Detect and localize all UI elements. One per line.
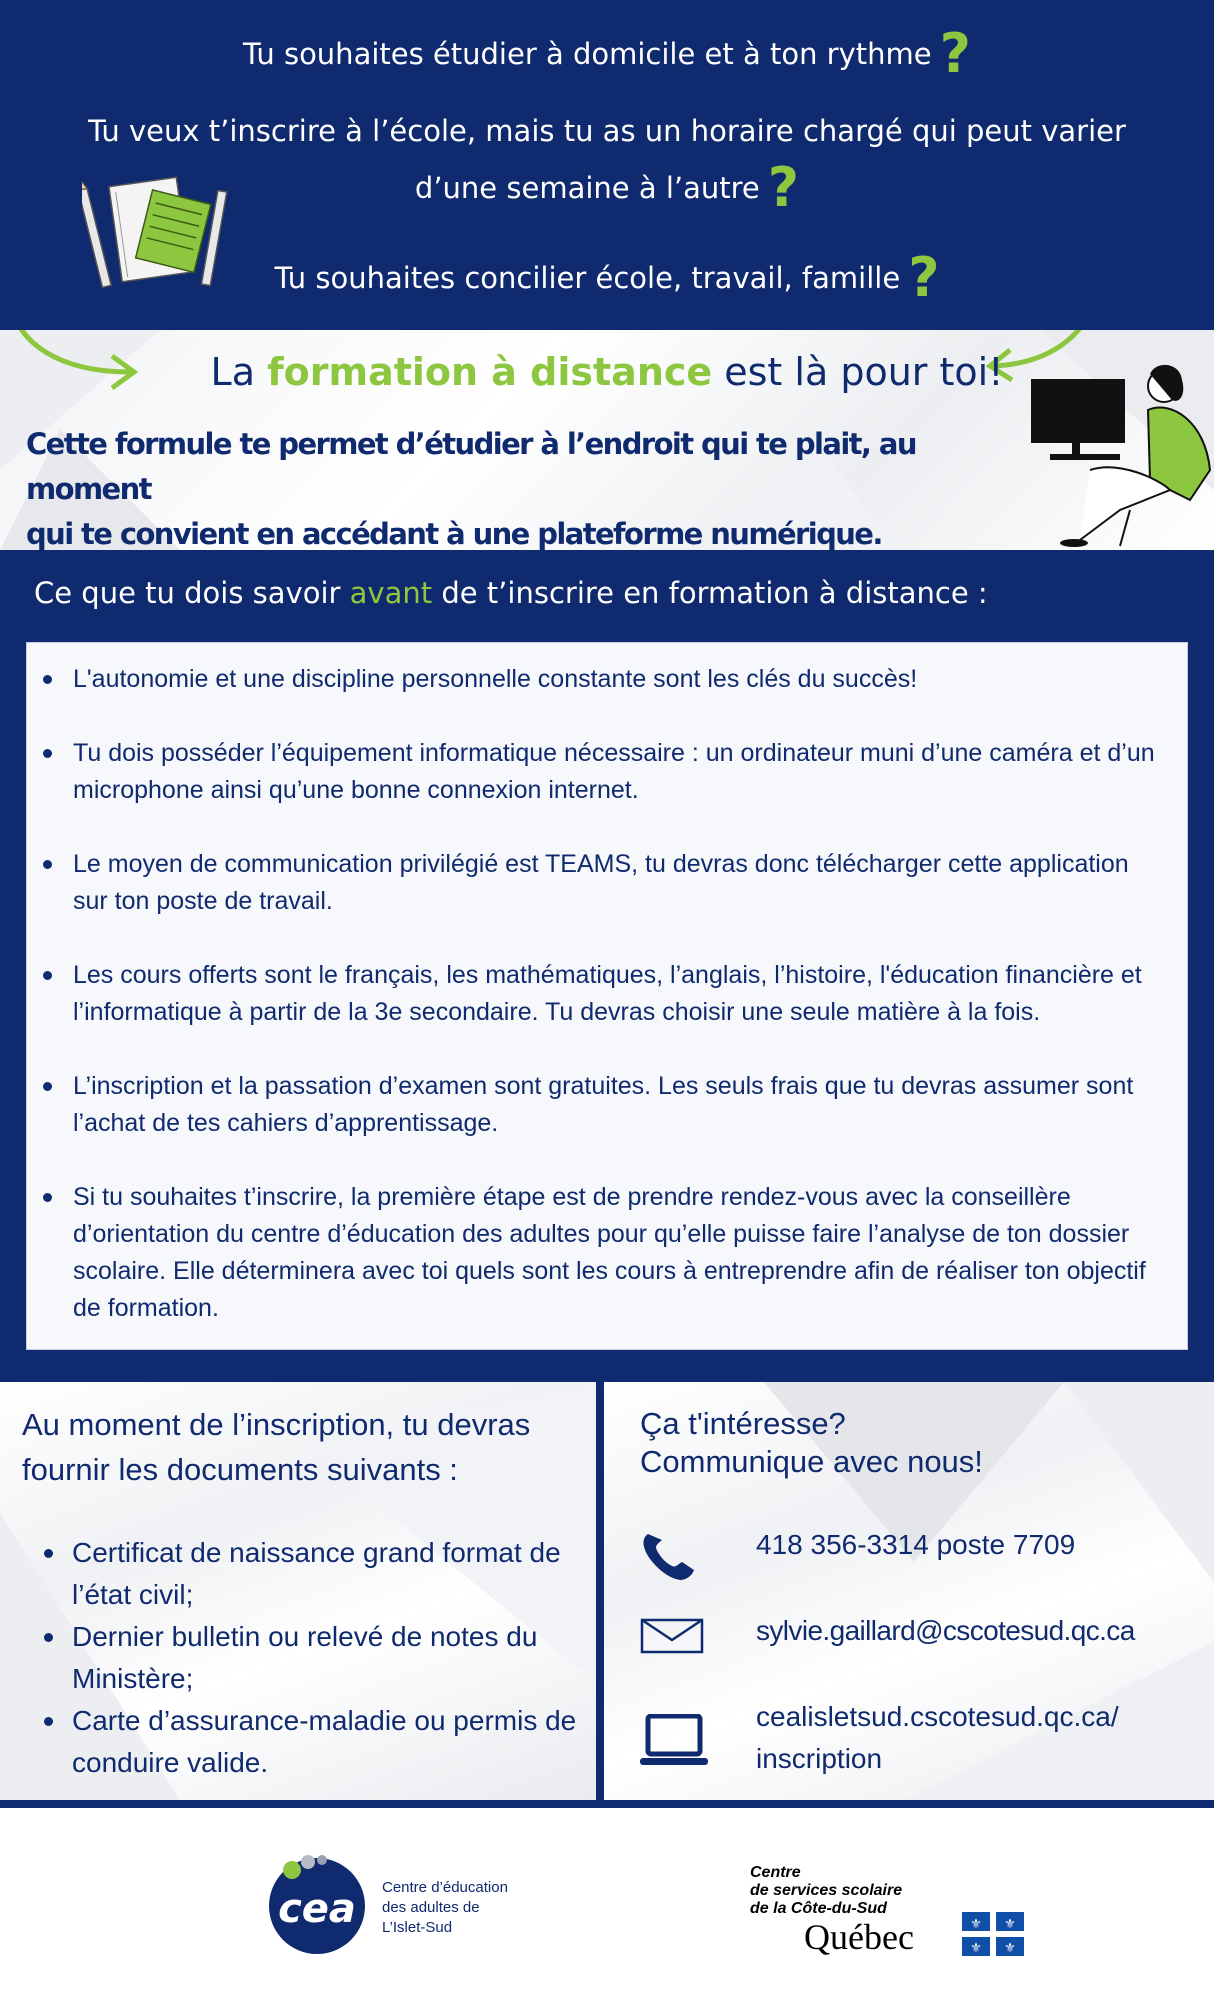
notebook-pencils-icon (82, 176, 232, 296)
question-1 (0, 22, 1214, 85)
section-divider (0, 1800, 1214, 1808)
css-name (750, 1864, 902, 1918)
list-item: L'autonomie et une discipline personnelle constante sont les clés du succès! (73, 661, 1157, 698)
svg-text:⚜: ⚜ (1004, 1941, 1016, 1956)
contact-phone[interactable] (640, 1522, 1200, 1582)
list-item: Le moyen de communication privilégié est TEAMS, tu devras donc télécharger cette application sur ton poste de travail. (73, 846, 1157, 920)
svg-text:⚜: ⚜ (970, 1917, 982, 1932)
phone-icon (640, 1530, 696, 1582)
envelope-icon (640, 1618, 704, 1654)
contact-email[interactable] (640, 1614, 1200, 1664)
question-mark-icon: ? (767, 156, 800, 219)
list-item: Dernier bulletin ou relevé de notes du Ministère; (72, 1616, 582, 1700)
question-mark-icon: ? (908, 246, 940, 309)
info-title-highlight: avant (349, 576, 433, 610)
quebec-wordmark: Québec (804, 1917, 914, 1957)
info-list (27, 643, 1187, 1327)
contact-heading: Ça t'intéresse? (640, 1406, 846, 1441)
email-link[interactable]: sylvie.gaillard@cscotesud.qc.ca (756, 1615, 1135, 1646)
question-2-line2: d’une semaine à l’autre (414, 171, 760, 205)
laptop-icon (640, 1714, 708, 1766)
list-item: L’inscription et la passation d’examen sont gratuites. Les seuls frais que tu devras assumer sont l’achat de tes cahiers d’apprentissage. (73, 1068, 1157, 1142)
header-section (0, 0, 1214, 330)
quebec-flag-icon (962, 1912, 1024, 1956)
cea-name (382, 1878, 508, 1938)
question-1-text: Tu souhaites étudier à domicile et à ton rythme (243, 37, 932, 71)
website-line1[interactable]: cealisletsud.cscotesud.qc.ca/ (756, 1701, 1119, 1732)
info-section (0, 550, 1214, 1380)
question-mark-icon: ? (939, 22, 971, 85)
info-box (26, 642, 1188, 1350)
question-2-line1: Tu veux t’inscrire à l’école, mais tu as un horaire chargé qui peut varier (88, 114, 1126, 148)
list-item: Les cours offerts sont le français, les mathématiques, l’anglais, l’histoire, l'éducation financière et l’informatique à partir de la 3e secondaire. Tu devras choisir une seule matière à la fois. (73, 957, 1157, 1031)
documents-list (72, 1532, 582, 1784)
cea-line2: des adultes de (382, 1899, 480, 1916)
intro-text-line1: Cette formule te permet d’étudier à l’endroit qui te plait, au moment (26, 427, 916, 506)
css-line1: Centre (750, 1864, 801, 1881)
website-link[interactable] (756, 1696, 1119, 1780)
list-item: Certificat de naissance grand format de l’état civil; (72, 1532, 582, 1616)
question-3-text: Tu souhaites concilier école, travail, famille (274, 261, 901, 295)
contact-website[interactable] (640, 1696, 1200, 1786)
cea-line3: L’Islet-Sud (382, 1919, 453, 1936)
intro-section (0, 330, 1214, 550)
question-2 (0, 114, 1214, 148)
intro-title-pre: La (210, 350, 268, 394)
info-title-post: de t’inscrire en formation à distance : (432, 576, 988, 610)
cea-line1: Centre d’éducation (382, 1879, 508, 1896)
intro-text-line2: qui te convient en accédant à une plateforme numérique. (26, 517, 882, 550)
list-item: Si tu souhaites t’inscrire, la première étape est de prendre rendez-vous avec la conseillère d’orientation du centre d’éducation des adultes pour qu’elle puisse faire l’analyse de ton dossier scolaire. Elle déterminera avec toi quels sont les cours à entreprendre afin de réaliser ton objectif de formation. (73, 1179, 1157, 1327)
intro-text (26, 422, 1026, 550)
footer (0, 1808, 1214, 2000)
intro-title-post: est là pour toi! (712, 350, 1004, 394)
intro-title-highlight: formation à distance (267, 350, 713, 394)
person-computer-icon (1020, 360, 1214, 550)
info-title (34, 576, 1194, 610)
contact-subheading: Communique avec nous! (640, 1444, 983, 1479)
cea-logo (262, 1848, 372, 1958)
list-item: Tu dois posséder l’équipement informatique nécessaire : un ordinateur muni d’une caméra et d’un microphone ainsi qu’une bonne connexion internet. (73, 735, 1157, 809)
cea-logo-text: cea (278, 1886, 356, 1932)
svg-text:⚜: ⚜ (970, 1941, 982, 1956)
css-line2: de services scolaire (750, 1882, 903, 1899)
phone-number[interactable]: 418 356-3314 poste 7709 (756, 1529, 1076, 1560)
documents-section (0, 1382, 596, 1800)
css-line3: de la Côte-du-Sud (750, 1900, 887, 1917)
svg-text:⚜: ⚜ (1004, 1917, 1016, 1932)
column-divider (596, 1382, 604, 1800)
website-line2[interactable]: inscription (756, 1743, 883, 1774)
info-title-pre: Ce que tu dois savoir (34, 576, 350, 610)
documents-intro: Au moment de l’inscription, tu devras fournir les documents suivants : (22, 1407, 531, 1487)
contact-section (604, 1382, 1214, 1800)
list-item: Carte d’assurance-maladie ou permis de conduire valide. (72, 1700, 582, 1784)
